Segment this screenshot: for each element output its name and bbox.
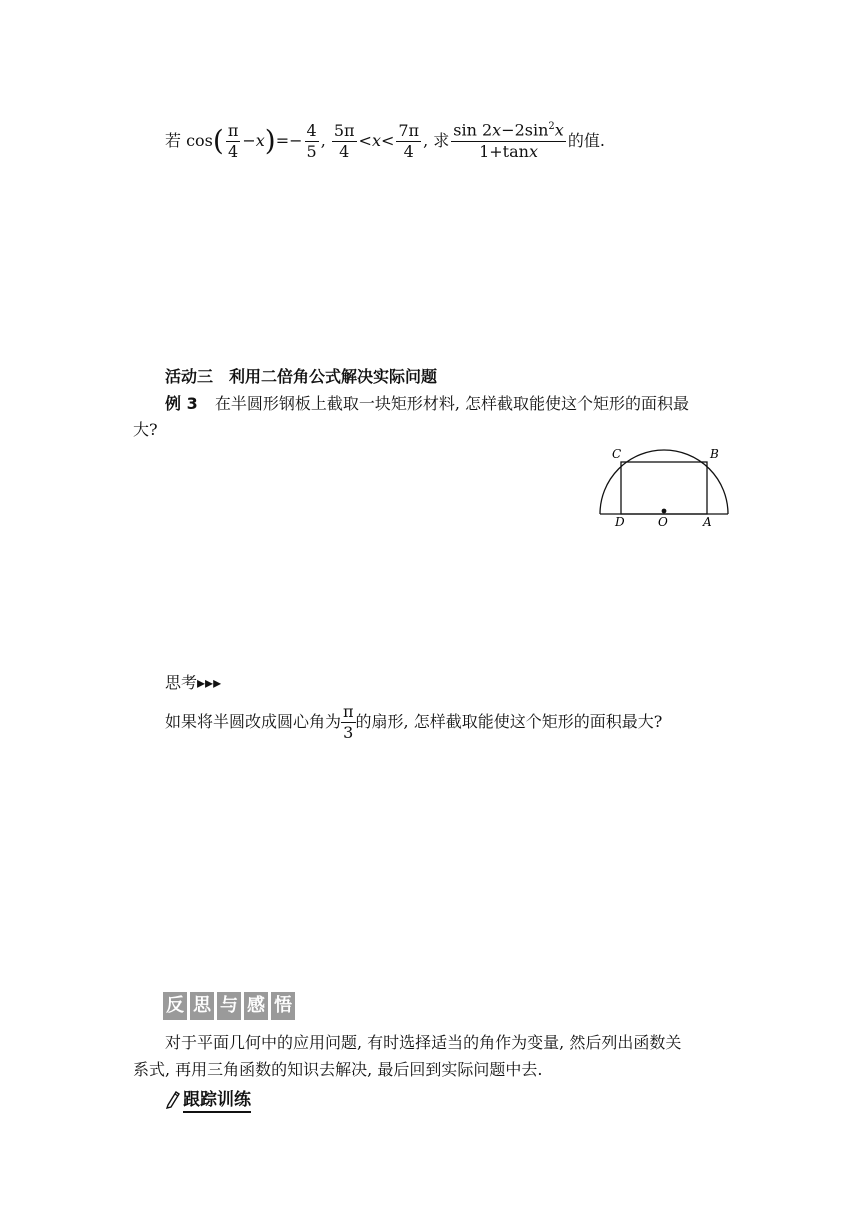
fraction-pi-over-3: $\frac{\pi}{3}$ — [343, 701, 354, 742]
center-point — [662, 509, 667, 514]
semicircle-diagram — [590, 440, 760, 532]
fraction-expression: $\frac{\sin 2x-2\sin^2x}{1+\tan x}$ — [453, 120, 564, 161]
problem-statement: 若 cos ( $\frac{\pi}{4}$ −x ) =− $\frac{4}{5}$ , $\frac{5\pi}{4}$ < x < $\frac{7\pi}{4}$ , 求 $\frac{\sin 2x-2\sin^2x}{1+\tan x}$ 的值. — [165, 120, 605, 161]
tracking-training-heading: 跟踪训练 — [165, 1085, 251, 1113]
label-D: D — [615, 515, 625, 529]
fraction-pi-over-4: $\frac{\pi}{4}$ — [227, 120, 239, 161]
example3-line2: 大? — [133, 420, 158, 439]
inscribed-rectangle — [621, 462, 707, 514]
reflection-header: 反 思 与 感 悟 — [163, 992, 298, 1020]
label-C: C — [612, 447, 622, 461]
label-O: O — [658, 515, 668, 529]
fraction-4-over-5: $\frac{4}{5}$ — [306, 120, 317, 161]
fraction-5pi-over-4: $\frac{5\pi}{4}$ — [333, 120, 355, 161]
reflection-line1: 对于平面几何中的应用问题, 有时选择适当的角作为变量, 然后列出函数关 — [165, 1033, 682, 1052]
example3-line1: 例 3 在半圆形钢板上截取一块矩形材料, 怎样截取能使这个矩形的面积最 — [165, 394, 689, 413]
fraction-7pi-over-4: $\frac{7\pi}{4}$ — [398, 120, 420, 161]
label-B: B — [710, 447, 719, 461]
label-A: A — [703, 515, 712, 529]
think-question: 如果将半圆改成圆心角为 $\frac{\pi}{3}$ 的扇形, 怎样截取能使这个矩形的面积最大? — [165, 701, 663, 742]
activity3-title: 活动三 利用二倍角公式解决实际问题 — [165, 367, 438, 386]
reflection-line2: 系式, 再用三角函数的知识去解决, 最后回到实际问题中去. — [133, 1060, 543, 1079]
pencil-icon — [165, 1089, 181, 1109]
think-label: 思考▸▸▸ — [165, 673, 222, 692]
